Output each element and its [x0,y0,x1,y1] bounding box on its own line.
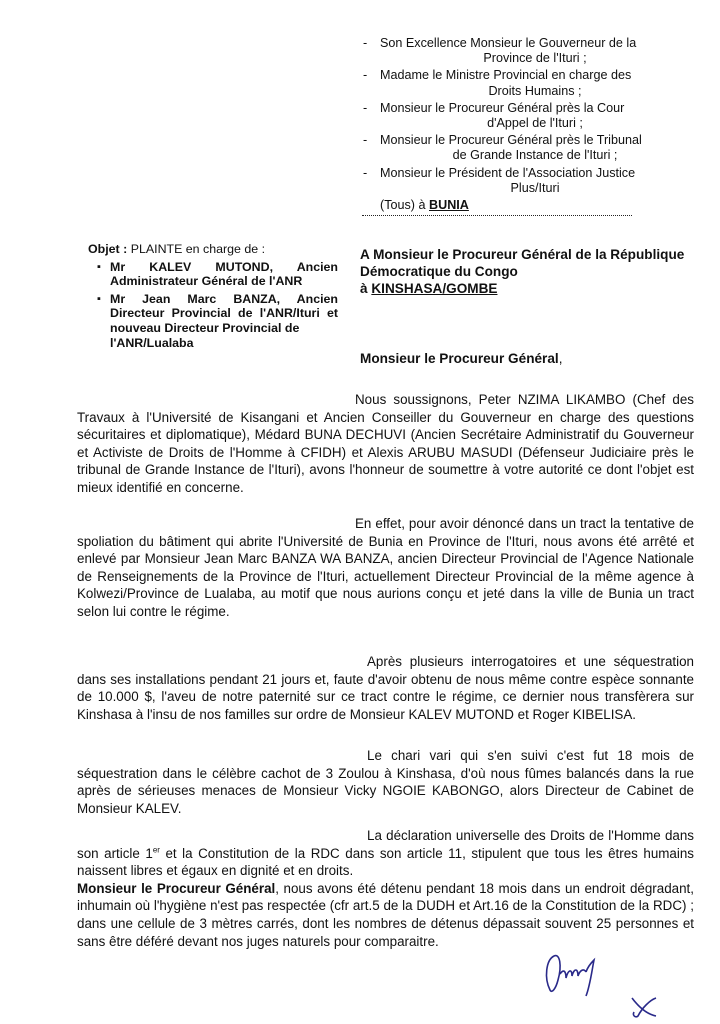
subject-item-text: Mr Jean Marc BANZA, Ancien Directeur Provincial de l'ANR/Ituri et nouveau Directeur Provincial de [110,291,338,335]
copy-recipient: - Madame le Ministre Provincial en charge des Droits Humains ; [360,68,690,98]
addressee-city: KINSHASA/GOMBE [371,281,498,296]
subject-item-text-end: l'ANR/Lualaba [110,335,194,350]
subject-label: Objet : [88,242,128,256]
copy-recipients-list [360,36,690,216]
copy-recipient-line: de Grande Instance de l'Ituri ; [452,148,618,163]
body-paragraph [77,653,694,723]
paragraph-text: Le chari vari qui s'en suivi c'est fut 18 mois de séquestration dans le célèbre cachot de 3 Zoulou à Kinshasa, d'où nous fûmes balancés dans la rue après de sérieuses menaces de Monsieur Vicky NGOIE KABONGO, alors Directeur de Cabinet de Monsieur KALEV. [77,748,694,816]
subject-block [88,242,338,350]
handwritten-signature [540,950,600,1000]
copy-recipient-line: Monsieur le Président de l'Association Justice [380,165,636,180]
paragraph-text: Nous soussignons, Peter NZIMA LIKAMBO (Chef des Travaux à l'Université de Kisangani et Ancien Conseiller du Gouverneur en charge des questions sécuritaires et diplomatique), Médard BUNA DECHUVI (Ancien Secrétaire Administratif du Gouverneur et Activiste de Droits de l'Homme à CFIDH) et Alexis ARUBU MASUDI (Défenseur Judiciaire près le tribunal de Grande Instance de l'Ituri), avons l'honneur de soumettre à votre autorité ce dont l'objet est mieux identifié en concerne. [77,392,694,495]
copy-recipient-line: d'Appel de l'Ituri ; [487,116,583,131]
handwritten-initial [628,992,664,1020]
copy-recipient-line: Plus/Ituri [510,180,560,195]
copy-destination-city: BUNIA [429,198,469,213]
salutation-text: Monsieur le Procureur Général [360,351,559,366]
paragraph-text: Après plusieurs interrogatoires et une séquestration dans ses installations pendant 21 jours et, faute d'avoir obtenu de nous même contre espèce sonnante de 10.000 $, l'aveu de notre paternité sur ce tract contre le régime, ce dernier nous transfèrera sur Kinshasa à l'insu de nos familles sur ordre de Monsieur KALEV MUTOND et Roger KIBELISA. [77,654,694,722]
paragraph-text: et la Constitution de la RDC dans son article 11, stipulent que tous les êtres humains naissent libres et égaux en dignité et en droits. [77,845,694,879]
subject-text: PLAINTE en charge de : [130,242,266,256]
salutation [360,351,562,366]
paragraph-superscript: er [152,845,160,855]
copy-destination [360,198,690,213]
body-paragraph [77,827,694,950]
addressee-line: A Monsieur le Procureur Général de la République Démocratique du Congo [360,247,685,279]
paragraph-lead: Monsieur le Procureur Général [77,880,276,896]
copy-recipient: - Son Excellence Monsieur le Gouverneur de la Province de l'Ituri ; [360,36,690,66]
copy-recipient-line: Son Excellence Monsieur le Gouverneur de la [380,36,637,50]
dotted-separator [362,215,632,216]
copy-recipient-line: Droits Humains ; [488,83,582,98]
copy-destination-prefix: (Tous) à [380,198,426,213]
copy-recipient-line: Madame le Ministre Provincial en charge des [380,68,632,83]
subject-item-text: Mr KALEV MUTOND, Ancien Administrateur Général de l'ANR [110,259,338,289]
subject-heading [88,242,338,257]
addressee-block [360,246,690,297]
copy-recipient-line: Monsieur le Procureur Général près la Cour [380,100,625,115]
copy-recipient-line: Monsieur le Procureur Général près le Tribunal [380,133,642,148]
body-paragraph [77,747,694,817]
copy-recipient: - Monsieur le Président de l'Association Justice Plus/Ituri [360,166,690,196]
paragraph-text: En effet, pour avoir dénoncé dans un tract la tentative de spoliation du bâtiment qui abrite l'Université de Bunia en Province de l'Ituri, nous avons été arrêté et enlevé par Monsieur Jean Marc BANZA WA BANZA, ancien Directeur Provincial de l'Agence Nationale de Renseignements de la Province de l'Ituri, actuellement Directeur Provincial de la même agence à Kolwezi/Province de Lualaba, au motif que nous aurions conçu et jeté dans la ville de Bunia un tract selon lui contre le régime. [77,516,694,619]
subject-item: ▪ Mr KALEV MUTOND, Ancien Administrateur Général de l'ANR [97,259,338,289]
body-paragraph [77,515,694,621]
paragraph-text: La déclaration universelle des Droits de l'Homme dans son article 1 [77,828,694,861]
addressee-prefix: à [360,281,368,296]
copy-recipient: - Monsieur le Procureur Général près la Cour d'Appel de l'Ituri ; [360,101,690,131]
copy-recipient: - Monsieur le Procureur Général près le Tribunal de Grande Instance de l'Ituri ; [360,133,690,163]
salutation-punct: , [558,351,563,366]
paragraph-text: , nous avons été détenu pendant 18 mois dans un endroit dégradant, inhumain où l'hygiène n'est pas respectée (cfr art.5 de la DUDH et Art.16 de la Constitution de la RDC) ; dans une cellule de 3 mètres carrés, dont les nombres de détenus dépassait souvent 25 personnes et sans être déféré devant nos juges naturels pour comparaitre. [77,880,694,949]
copy-recipient-line: Province de l'Ituri ; [483,51,587,66]
body-paragraph [77,391,694,497]
subject-item: ▪ Mr Jean Marc BANZA, Ancien Directeur Provincial de l'ANR/Ituri et nouveau Directeur Provincial de l'ANR/Lualaba [97,291,338,350]
